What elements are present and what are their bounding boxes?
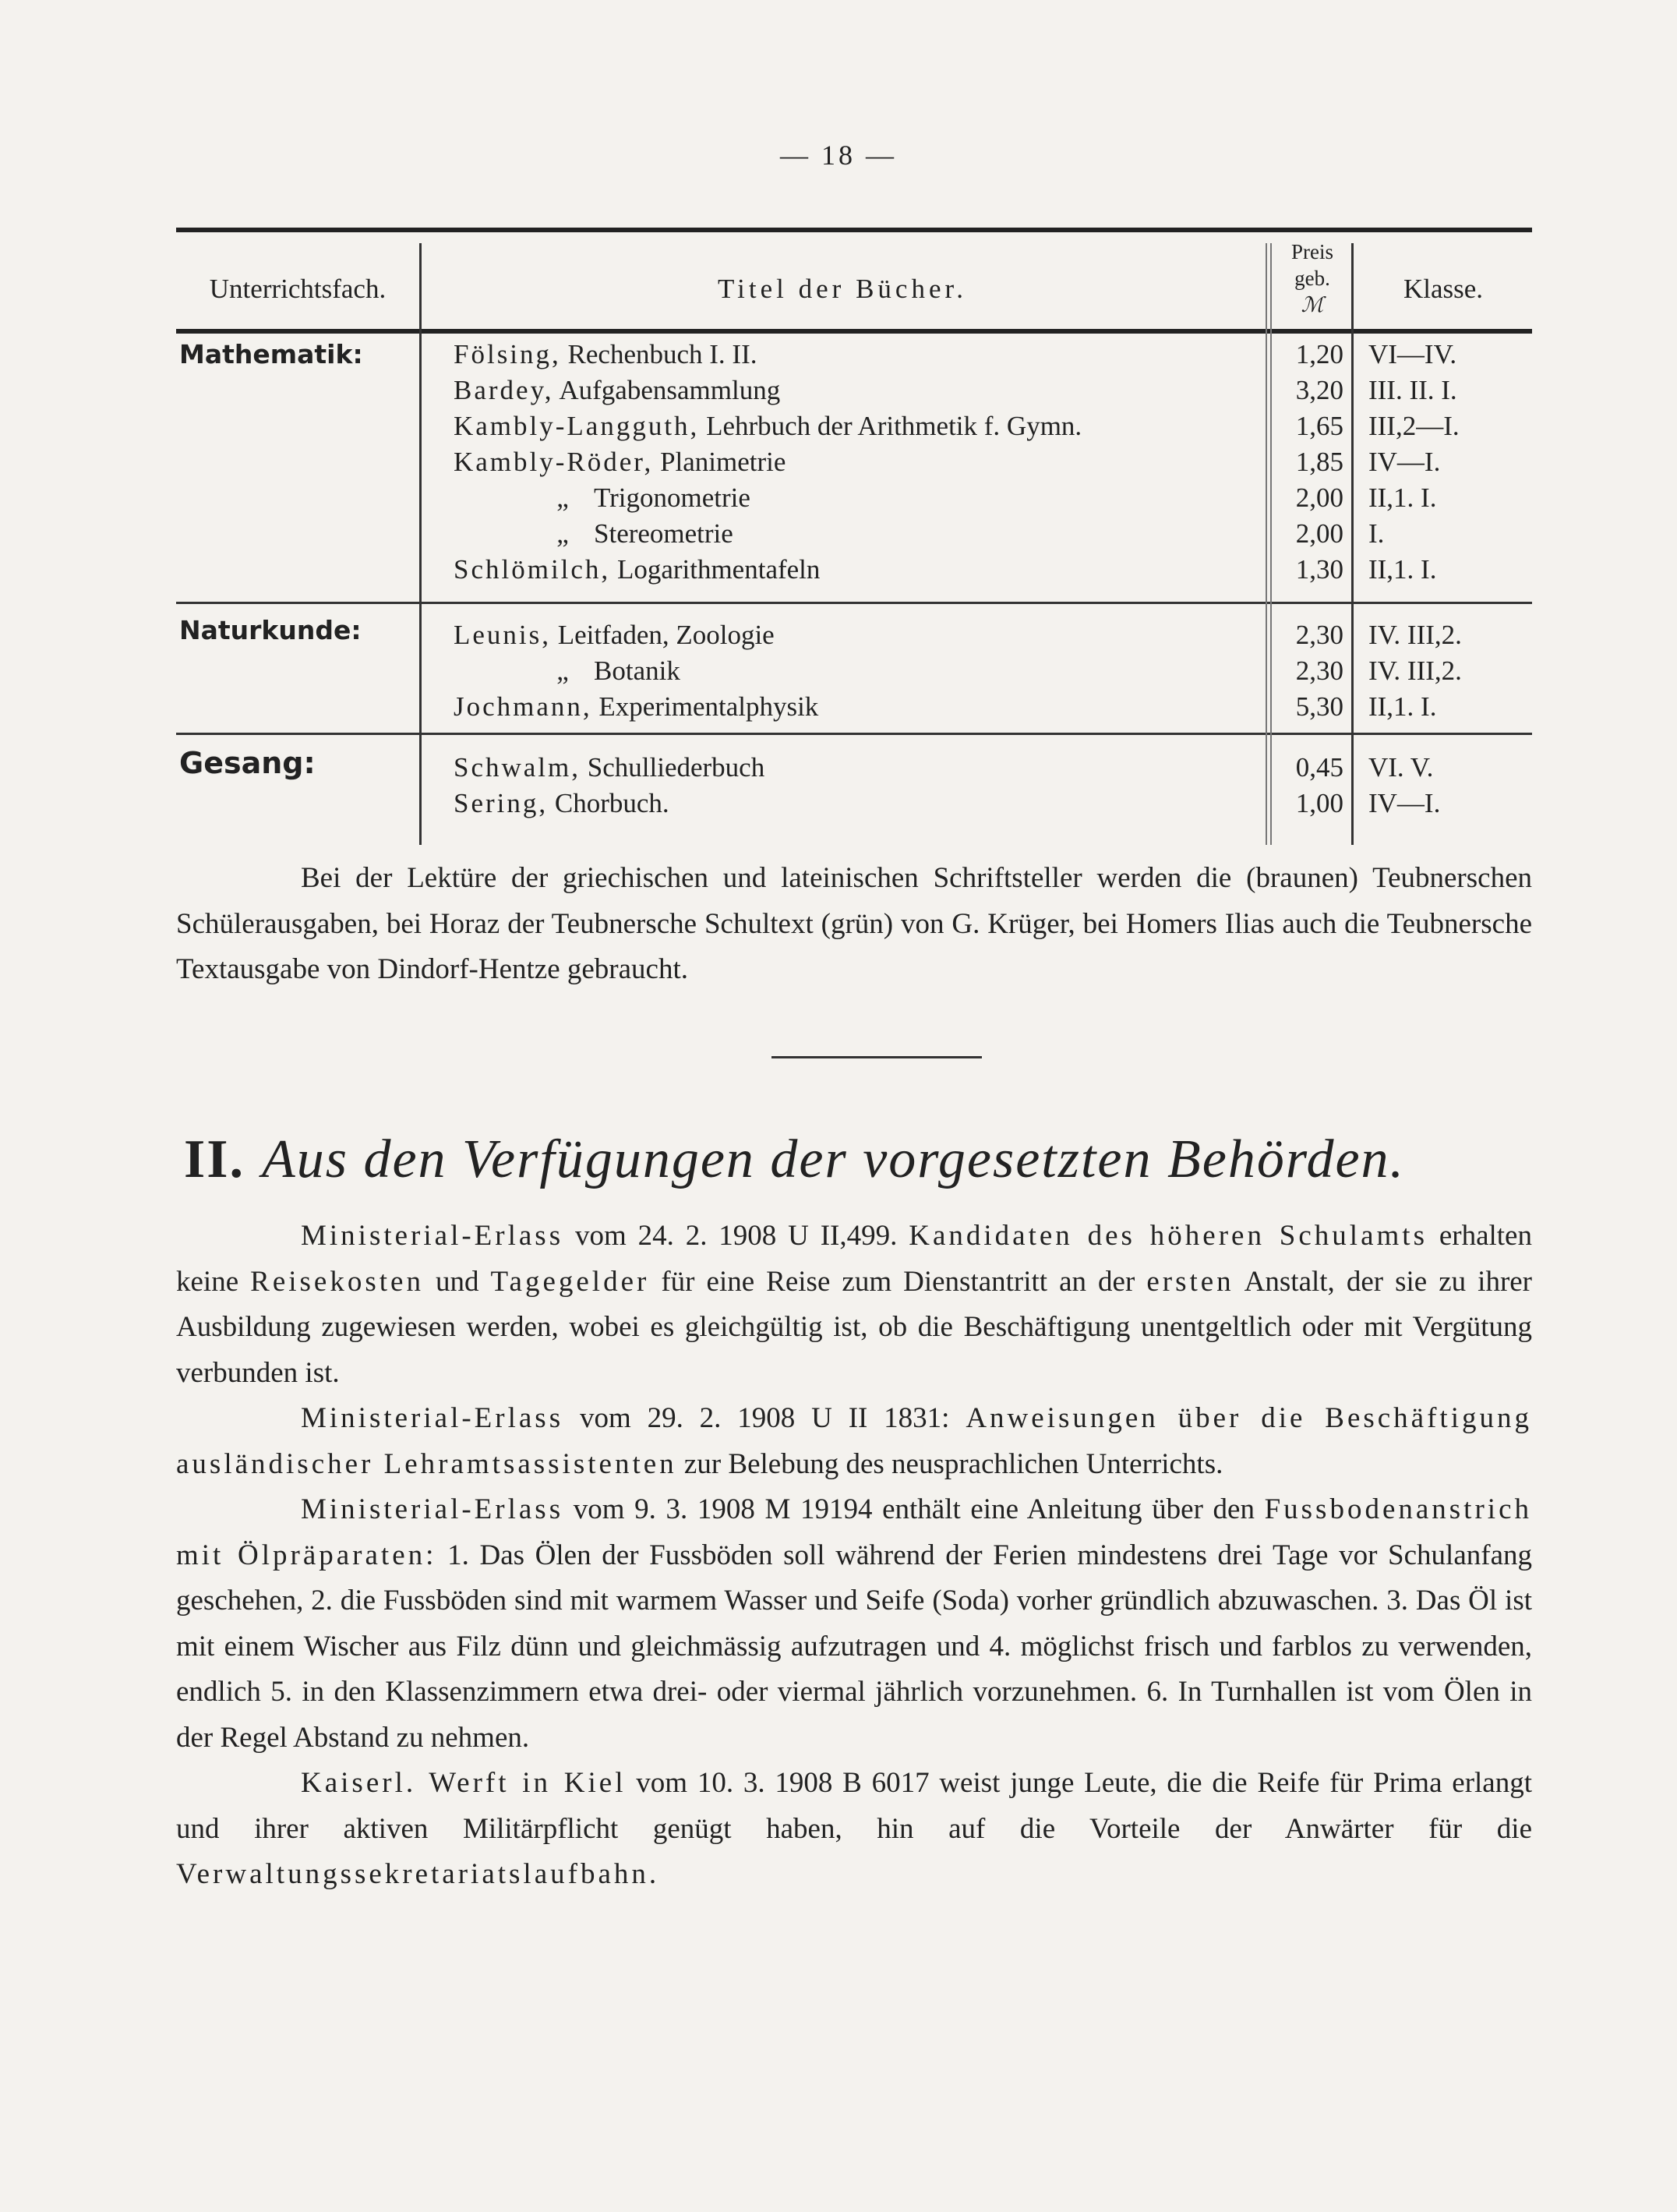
list-item: Kambly-Langguth, Lehrbuch der Arithmetik f. Gymn.: [454, 411, 1082, 441]
class-cell: IV—I.: [1368, 447, 1441, 477]
class-cell: VI. V.: [1368, 752, 1434, 783]
price-cell: 3,20: [1295, 375, 1343, 405]
subject-gesang: Gesang:: [179, 746, 316, 780]
list-item: Sering, Chorbuch.: [454, 788, 669, 818]
classes-gesang: [1368, 750, 1440, 822]
titles-naturkunde: [454, 617, 818, 725]
price-cell: 2,00: [1295, 518, 1343, 549]
list-item: „ Stereometrie: [556, 518, 733, 549]
header-price-line3: ℳ: [1301, 293, 1324, 316]
list-item: „ Trigonometrie: [556, 482, 750, 513]
column-divider-price: [1351, 243, 1354, 845]
price-cell: 1,20: [1295, 339, 1343, 369]
table-top-rule: [176, 228, 1532, 232]
header-subject: Unterrichtsfach.: [209, 274, 387, 304]
reading-note: [176, 856, 1532, 993]
class-cell: I.: [1368, 518, 1385, 549]
list-item: Kambly-Röder, Planimetrie: [454, 447, 786, 477]
class-cell: II,1. I.: [1368, 482, 1437, 513]
group-rule-2: [176, 733, 1532, 735]
list-item: Bardey, Aufgabensammlung: [454, 375, 781, 405]
price-cell: 1,85: [1295, 447, 1343, 477]
section-heading: [184, 1129, 1405, 1191]
price-cell: 1,65: [1295, 411, 1343, 441]
table-header-rule: [176, 329, 1532, 334]
prices-mathematik: [1273, 337, 1343, 588]
classes-naturkunde: [1368, 617, 1462, 725]
price-cell: 1,30: [1295, 554, 1343, 585]
header-price-line2: geb.: [1294, 267, 1330, 290]
paragraph-decree-3: Ministerial-Erlass vom 9. 3. 1908 M 19194 enthält eine Anleitung über den Fussbodenanstrich mit Ölpräparaten: 1. Das Ölen der Fussböden soll während der Ferien mindestens drei Tage vor Schulanfang geschehen, 2. die Fussböden sind mit warmem Wasser und Seife (Soda) vorher gründlich abzuwaschen. 3. Das Öl ist mit einem Wischer aus Filz dünn und gleichmässig aufzutragen und 4. möglichst frisch und farblos zu verwenden, endlich 5. in den Klassenzimmern etwa drei- oder viermal jährlich vorzunehmen. 6. In Turnhallen ist vom Ölen in der Regel Abstand zu nehmen.: [176, 1493, 1533, 1754]
subject-naturkunde: Naturkunde:: [179, 615, 362, 645]
price-cell: 2,00: [1295, 482, 1343, 513]
subject-mathematik: Mathematik:: [179, 339, 363, 369]
prices-naturkunde: [1273, 617, 1343, 725]
paragraph-reading: Bei der Lektüre der griechischen und lateinischen Schriftsteller werden die (braunen) Teubnerschen Schülerausgaben, bei Horaz der Teubnersche Schultext (grün) von G. Krüger, bei Homers Ilias auch die Teubnersche Textausgabe von Dindorf-Hentze gebraucht.: [176, 862, 1532, 985]
column-divider-title-b: [1270, 243, 1272, 845]
price-cell: 5,30: [1295, 691, 1343, 722]
price-cell: 2,30: [1295, 620, 1343, 650]
class-cell: II,1. I.: [1368, 554, 1437, 585]
list-item: Jochmann, Experimentalphysik: [454, 691, 819, 722]
paragraph-decree-1: Ministerial-Erlass vom 24. 2. 1908 U II,499. Kandidaten des höheren Schulamts erhalten keine Reisekosten und Tagegelder für eine Reise zum Dienstantritt an der ersten Anstalt, der sie zu ihrer Ausbildung zugewiesen werden, wobei es gleichgültig ist, ob die Beschäftigung unentgeltlich oder mit Vergütung verbunden ist.: [176, 1220, 1533, 1389]
header-class: Klasse.: [1403, 274, 1484, 304]
class-cell: VI—IV.: [1368, 339, 1457, 369]
header-title: Titel der Bücher.: [718, 274, 967, 304]
prices-gesang: [1273, 750, 1343, 822]
paragraph-decree-2: Ministerial-Erlass vom 29. 2. 1908 U II 1831: Anweisungen über die Beschäftigung ausländischer Lehramtsassistenten zur Belebung des neusprachlichen Unterrichts.: [176, 1402, 1532, 1480]
list-item: Schwalm, Schulliederbuch: [454, 752, 765, 783]
titles-mathematik: [454, 337, 1082, 588]
section-title: Aus den Verfügungen der vorgesetzten Behörden.: [261, 1129, 1406, 1189]
class-cell: III,2—I.: [1368, 411, 1460, 441]
page-number: — 18 —: [780, 140, 897, 171]
section-separator: [771, 1056, 982, 1058]
header-price-line1: Preis: [1291, 240, 1333, 263]
class-cell: IV. III,2.: [1368, 620, 1462, 650]
classes-mathematik: [1368, 337, 1460, 588]
column-divider-subject: [419, 243, 422, 845]
paragraph-decree-4: Kaiserl. Werft in Kiel vom 10. 3. 1908 B 6017 weist junge Leute, die die Reife für Prima erlangt und ihrer aktiven Militärpflicht genügt haben, hin auf die Vorteile der Anwärter für die Verwaltungssekretariatslaufbahn.: [176, 1767, 1533, 1890]
titles-gesang: [454, 750, 764, 822]
group-rule-1: [176, 602, 1532, 604]
price-cell: 0,45: [1295, 752, 1343, 783]
class-cell: IV—I.: [1368, 788, 1441, 818]
column-divider-title-a: [1266, 243, 1267, 845]
section-number: II.: [184, 1129, 245, 1189]
list-item: „ Botanik: [556, 655, 680, 686]
list-item: Fölsing, Rechenbuch I. II.: [454, 339, 757, 369]
price-cell: 1,00: [1295, 788, 1343, 818]
price-cell: 2,30: [1295, 655, 1343, 686]
list-item: Leunis, Leitfaden, Zoologie: [454, 620, 775, 650]
list-item: Schlömilch, Logarithmentafeln: [454, 554, 821, 585]
class-cell: IV. III,2.: [1368, 655, 1462, 686]
header-price: [1273, 239, 1351, 318]
decrees: [176, 1214, 1532, 1898]
class-cell: II,1. I.: [1368, 691, 1437, 722]
class-cell: III. II. I.: [1368, 375, 1457, 405]
